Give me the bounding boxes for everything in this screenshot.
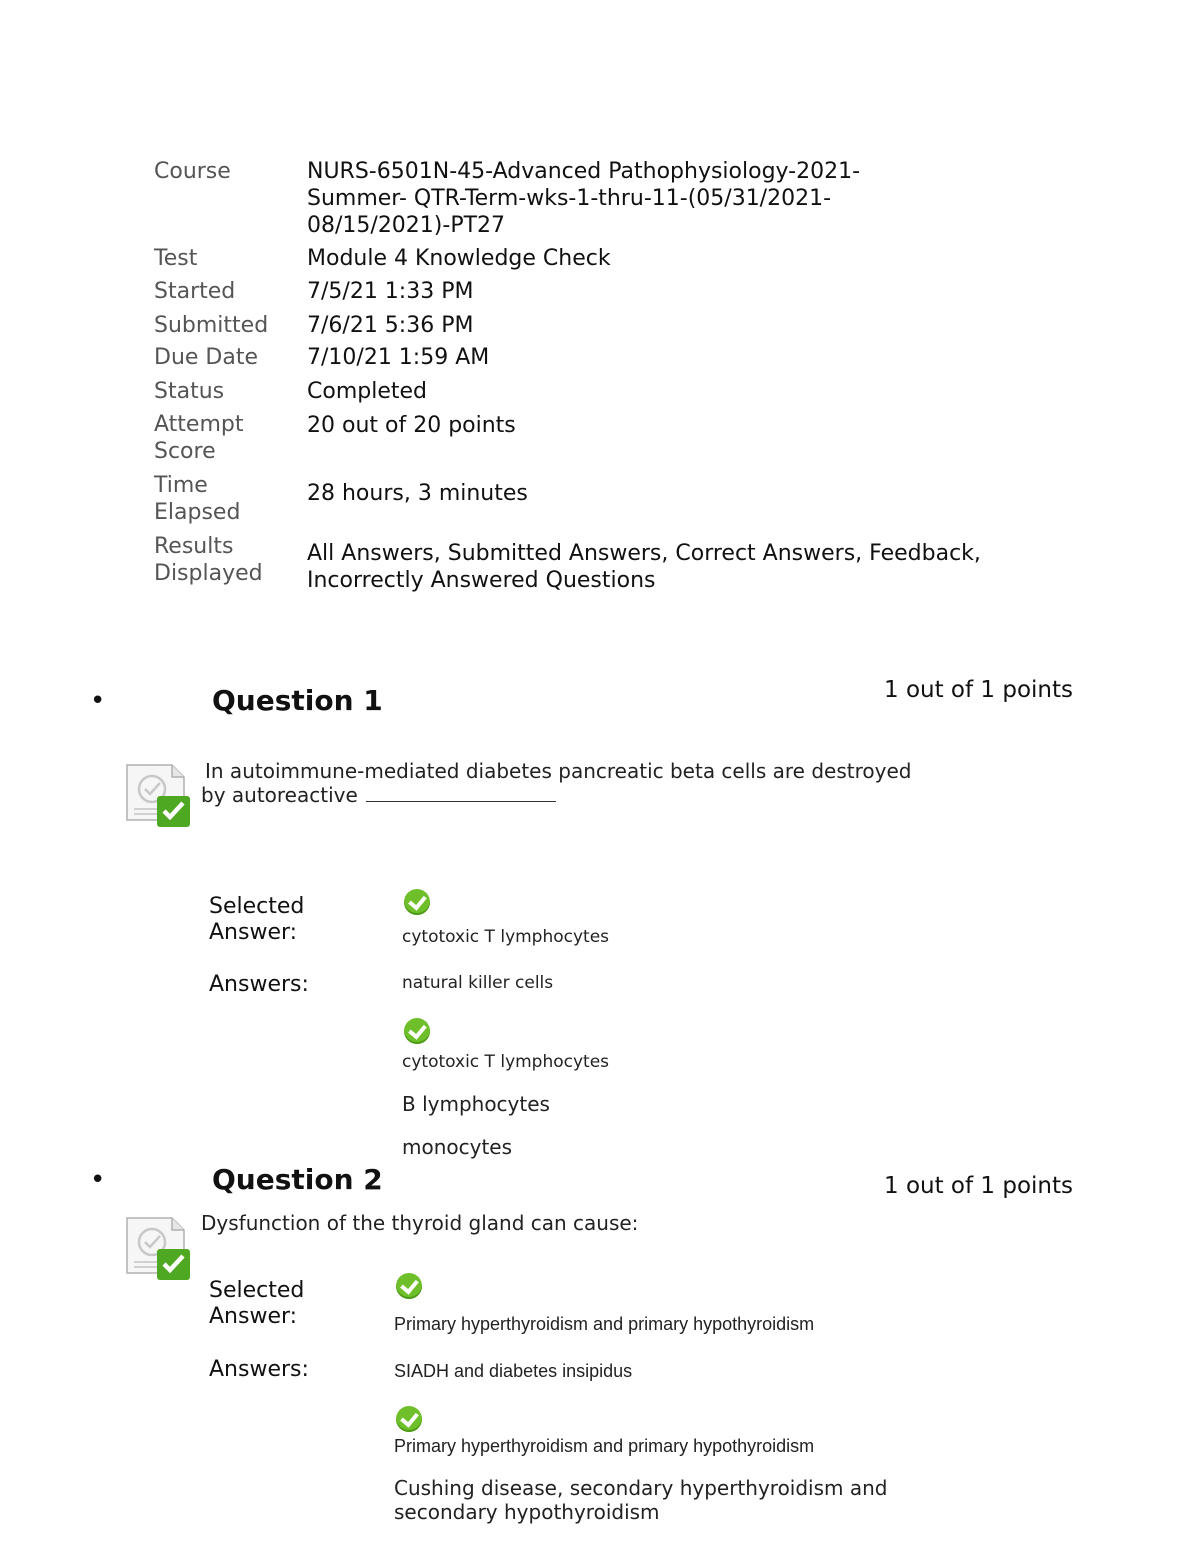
checkmark-icon <box>396 1273 422 1299</box>
answer-option: Primary hyperthyroidism and primary hypothyroidism <box>394 1436 815 1456</box>
answer-option: monocytes <box>402 1135 513 1159</box>
started-value: 7/5/21 1:33 PM <box>307 279 474 304</box>
question-text: In autoimmune-mediated diabetes pancreatic beta cells are destroyed by autoreactive <box>201 759 912 807</box>
answers-label: Answers: <box>209 972 309 997</box>
time-elapsed-label: Time Elapsed <box>154 473 241 525</box>
attempt-score-label: Attempt Score <box>154 412 244 464</box>
course-label: Course <box>154 159 231 184</box>
selected-answer-label: Selected Answer: <box>209 894 305 945</box>
course-value: NURS-6501N-45-Advanced Pathophysiology-2021- Summer- QTR-Term-wks-1-thru-11-(05/31/2021- 08/15/2021)-PT27 <box>307 159 861 238</box>
test-value: Module 4 Knowledge Check <box>307 246 611 271</box>
submitted-value: 7/6/21 5:36 PM <box>307 313 474 338</box>
answers-label: Answers: <box>209 1357 309 1382</box>
checkmark-icon <box>404 889 430 915</box>
results-displayed-value: All Answers, Submitted Answers, Correct Answers, Feedback, Incorrectly Answered Questions <box>307 541 981 593</box>
answer-blank <box>366 783 556 802</box>
answer-option: natural killer cells <box>402 973 554 993</box>
selected-answer: Primary hyperthyroidism and primary hypothyroidism <box>394 1314 815 1334</box>
due-date-label: Due Date <box>154 345 258 370</box>
question-title: Question 2 <box>212 1163 383 1196</box>
selected-answer: cytotoxic T lymphocytes <box>402 927 610 947</box>
question-title: Question 1 <box>212 684 383 717</box>
question-text: Dysfunction of the thyroid gland can cause: <box>201 1211 639 1235</box>
graded-correct-icon <box>124 1215 190 1281</box>
submitted-label: Submitted <box>154 313 269 338</box>
selected-answer-label: Selected Answer: <box>209 1278 305 1329</box>
question-points: 1 out of 1 points <box>884 1173 1073 1199</box>
attempt-score-value: 20 out of 20 points <box>307 413 516 438</box>
due-date-value: 7/10/21 1:59 AM <box>307 345 490 370</box>
bullet: • <box>90 1165 106 1195</box>
results-displayed-label: Results Displayed <box>154 534 263 586</box>
test-label: Test <box>154 246 198 271</box>
checkmark-icon <box>396 1406 422 1432</box>
status-label: Status <box>154 379 225 404</box>
answer-option: B lymphocytes <box>402 1092 550 1116</box>
checkmark-icon <box>404 1018 430 1044</box>
question-points: 1 out of 1 points <box>884 677 1073 703</box>
bullet: • <box>90 686 106 716</box>
graded-correct-icon <box>124 762 190 828</box>
time-elapsed-value: 28 hours, 3 minutes <box>307 481 528 506</box>
answer-option: SIADH and diabetes insipidus <box>394 1361 633 1381</box>
started-label: Started <box>154 279 236 304</box>
status-value: Completed <box>307 379 427 404</box>
answer-option: cytotoxic T lymphocytes <box>402 1052 610 1072</box>
answer-option: Cushing disease, secondary hyperthyroidism and secondary hypothyroidism <box>394 1476 888 1524</box>
